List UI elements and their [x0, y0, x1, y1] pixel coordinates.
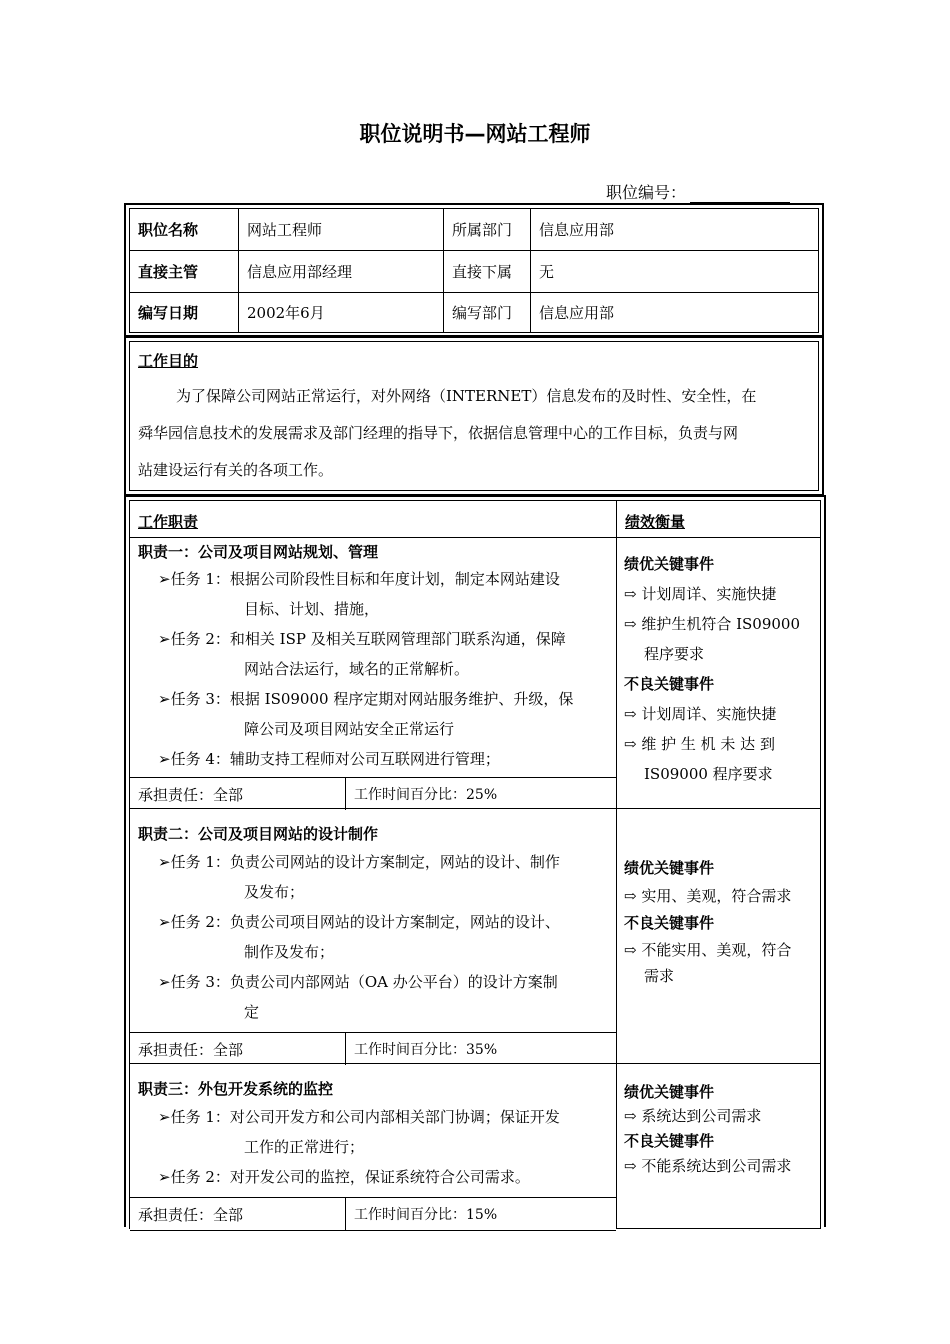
label-written-dept: 编写部门 — [444, 293, 531, 333]
value-position-name: 网站工程师 — [239, 209, 444, 251]
duty-3-title: 职责三：外包开发系统的监控 — [138, 1080, 334, 1098]
purpose-line-1: 为了保障公司网站正常运行，对外网络（INTERNET）信息发布的及时性、安全性，在 — [176, 387, 757, 405]
duty-2-bad-1: ⇨ 不能实用、美观，符合 — [624, 941, 792, 959]
value-department: 信息应用部 — [531, 209, 819, 251]
duty-1-responsibility: 承担责任：全部 — [138, 786, 244, 804]
duties-section — [124, 495, 826, 1227]
label-department: 所属部门 — [444, 209, 531, 251]
duty-2-good-1: ⇨ 实用、美观，符合需求 — [624, 887, 792, 905]
value-written-dept: 信息应用部 — [531, 293, 819, 333]
purpose-heading: 工作目的 — [138, 352, 199, 370]
performance-header-label: 绩效衡量 — [625, 513, 686, 531]
duty-3-time-percent: 工作时间百分比：15% — [354, 1207, 498, 1223]
duty-1-task-1: ➢任务 1：根据公司阶段性目标和年度计划，制定本网站建设 — [158, 570, 560, 588]
duty-2 — [129, 808, 617, 1064]
duty-3-tasks — [158, 1102, 613, 1192]
label-position-name: 职位名称 — [130, 209, 239, 251]
position-number — [606, 180, 790, 203]
duty-1 — [129, 537, 617, 809]
duty-3-bad-heading: 不良关键事件 — [624, 1132, 715, 1150]
value-subordinates: 无 — [531, 251, 819, 293]
label-subordinates: 直接下属 — [444, 251, 531, 293]
duty-1-good-2: ⇨ 维护生机符合 IS09000 — [624, 615, 801, 633]
duty-1-good-1: ⇨ 计划周详、实施快捷 — [624, 585, 777, 603]
duty-3-good-1: ⇨ 系统达到公司需求 — [624, 1107, 762, 1125]
duties-header-left — [129, 500, 617, 538]
duty-2-bad-heading: 不良关键事件 — [624, 914, 715, 932]
duty-2-performance — [616, 808, 821, 1064]
duty-1-bad-1: ⇨ 计划周详、实施快捷 — [624, 705, 777, 723]
duty-2-time-percent: 工作时间百分比：35% — [354, 1042, 498, 1058]
duty-1-good-heading: 绩优关键事件 — [624, 555, 715, 573]
duty-1-task-4: ➢任务 4：辅助支持工程师对公司互联网进行管理； — [158, 750, 500, 768]
purpose-section — [124, 336, 824, 496]
duty-1-performance — [616, 537, 821, 809]
duty-3-task-1: ➢任务 1：对公司开发方和公司内部相关部门协调；保证开发 — [158, 1108, 560, 1126]
duty-2-good-heading: 绩优关键事件 — [624, 859, 715, 877]
duty-1-bad-2: ⇨ 维 护 生 机 未 达 到 — [624, 735, 775, 753]
position-number-blank — [690, 187, 790, 203]
duty-3-task-1-cont: 工作的正常进行； — [244, 1138, 365, 1156]
duty-1-task-2: ➢任务 2：和相关 ISP 及相关互联网管理部门联系沟通，保障 — [158, 630, 566, 648]
label-supervisor: 直接主管 — [130, 251, 239, 293]
duty-1-task-3-cont: 障公司及项目网站安全正常运行 — [244, 720, 455, 738]
purpose-text — [138, 378, 813, 489]
duty-2-task-2: ➢任务 2：负责公司项目网站的设计方案制定，网站的设计、 — [158, 913, 560, 931]
duty-2-task-1: ➢任务 1：负责公司网站的设计方案制定，网站的设计、制作 — [158, 853, 560, 871]
duty-2-task-2-cont: 制作及发布； — [244, 943, 335, 961]
duties-header-right — [616, 500, 821, 538]
position-number-label: 职位编号： — [606, 183, 687, 202]
duty-3-performance — [616, 1063, 821, 1229]
duty-2-task-1-cont: 及发布； — [244, 883, 305, 901]
duty-3-bad-1: ⇨ 不能系统达到公司需求 — [624, 1157, 792, 1175]
duty-2-responsibility: 承担责任：全部 — [138, 1041, 244, 1059]
duty-1-tasks — [158, 564, 613, 774]
duty-2-task-3-cont: 定 — [244, 1003, 260, 1021]
duty-1-good-2-cont: 程序要求 — [644, 645, 705, 663]
duty-2-footer — [130, 1032, 616, 1065]
value-supervisor: 信息应用部经理 — [239, 251, 444, 293]
duty-1-time-percent: 工作时间百分比：25% — [354, 787, 498, 803]
page-title: 职位说明书—网站工程师 — [359, 122, 591, 146]
duty-3 — [129, 1063, 617, 1229]
label-written-date: 编写日期 — [130, 293, 239, 333]
duty-1-task-2-cont: 网站合法运行，域名的正常解析。 — [244, 660, 470, 678]
duty-3-responsibility: 承担责任：全部 — [138, 1206, 244, 1224]
duty-3-footer — [130, 1197, 616, 1231]
duty-1-bad-heading: 不良关键事件 — [624, 675, 715, 693]
duty-1-bad-2-cont: IS09000 程序要求 — [644, 765, 773, 783]
duty-3-good-heading: 绩优关键事件 — [624, 1083, 715, 1101]
value-written-date: 2002年6月 — [239, 293, 444, 333]
duty-2-title: 职责二：公司及项目网站的设计制作 — [138, 825, 379, 843]
info-table — [124, 203, 824, 337]
duty-2-task-3: ➢任务 3：负责公司内部网站（OA 办公平台）的设计方案制 — [158, 973, 558, 991]
purpose-line-3: 站建设运行有关的各项工作。 — [138, 461, 334, 479]
purpose-line-2: 舜华园信息技术的发展需求及部门经理的指导下，依据信息管理中心的工作目标，负责与网 — [138, 424, 739, 442]
duty-1-title: 职责一：公司及项目网站规划、管理 — [138, 543, 379, 561]
duties-header-label: 工作职责 — [138, 513, 199, 531]
duty-1-task-3: ➢任务 3：根据 IS09000 程序定期对网站服务维护、升级，保 — [158, 690, 574, 708]
duty-1-footer — [130, 777, 616, 810]
duty-2-bad-1-cont: 需求 — [644, 967, 675, 985]
duty-1-task-1-cont: 目标、计划、措施， — [244, 600, 380, 618]
duty-2-tasks — [158, 847, 613, 1027]
duty-3-task-2: ➢任务 2：对开发公司的监控，保证系统符合公司需求。 — [158, 1168, 530, 1186]
